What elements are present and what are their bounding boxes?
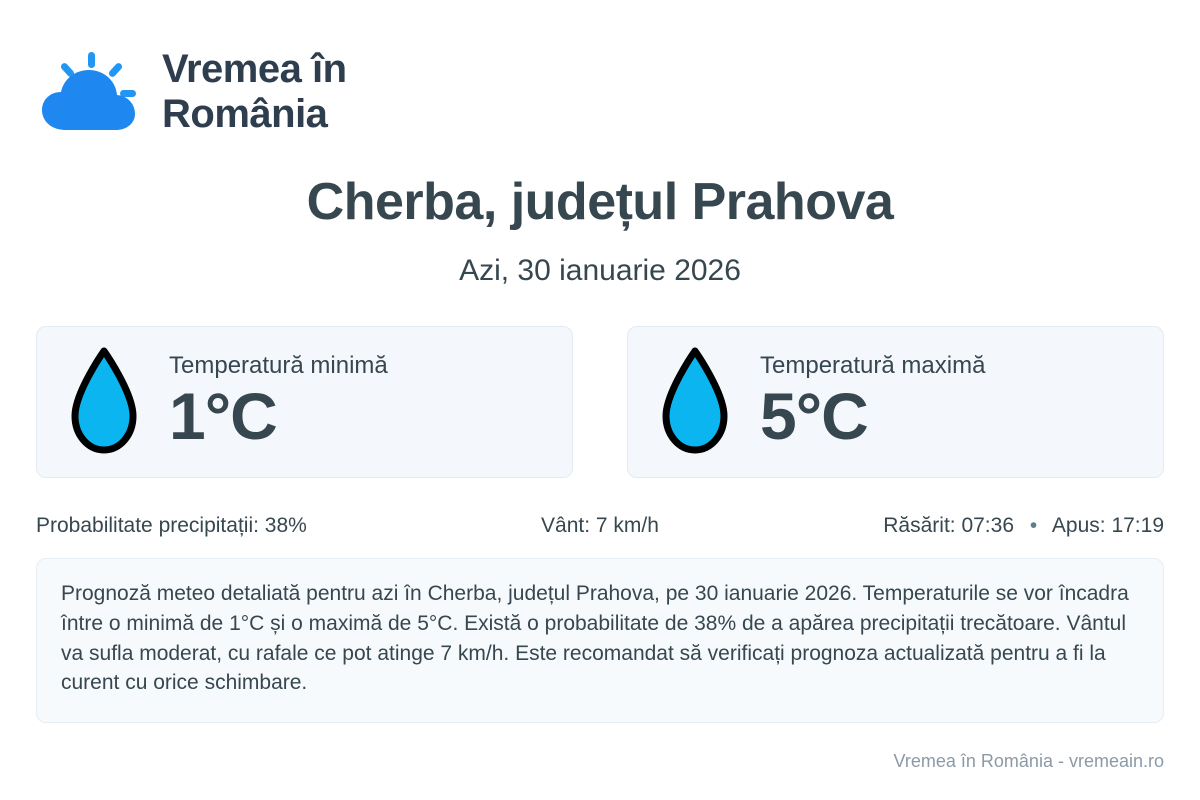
card-label: Temperatură minimă bbox=[169, 352, 388, 380]
card-value: 1°C bbox=[169, 379, 277, 454]
water-drop-icon bbox=[67, 346, 141, 458]
brand-title-line1: Vremea în bbox=[162, 47, 347, 92]
precipitation-stat: Probabilitate precipitații: 38% bbox=[36, 514, 307, 537]
sunset-time: Apus: 17:19 bbox=[1051, 514, 1164, 537]
footer-credit: Vremea în România - vremeain.ro bbox=[893, 751, 1164, 771]
forecast-description: Prognoză meteo detaliată pentru azi în Cherba, județul Prahova, pe 30 ianuarie 2026. Temperaturile se vor încadra între o minimă de 1°C și o maximă de 5°C. Există o probabilitate de 38% de a apărea precipitații trecătoare. Vântul va sufla moderat, cu rafale ce pot atinge 7 km/h. Este recomandat să verificați prognoza actualizată pentru a fi la curent cu orice schimbare. bbox=[36, 558, 1164, 723]
weather-stats bbox=[36, 514, 1164, 538]
forecast-date: Azi, 30 ianuarie 2026 bbox=[459, 254, 741, 287]
sunrise-time: Răsărit: 07:36 bbox=[883, 514, 1015, 537]
page-title: Cherba, județul Prahova bbox=[306, 173, 894, 231]
sun-times-stat bbox=[788, 514, 1164, 538]
card-value: 5°C bbox=[760, 379, 868, 454]
water-drop-icon bbox=[658, 346, 732, 458]
card-label: Temperatură maximă bbox=[760, 352, 986, 380]
card-max-temperature bbox=[627, 326, 1164, 478]
sun-behind-cloud-icon bbox=[36, 46, 144, 138]
brand-header bbox=[36, 0, 1164, 138]
brand-title bbox=[162, 47, 347, 137]
wind-stat: Vânt: 7 km/h bbox=[541, 514, 659, 537]
stat-separator: • bbox=[1029, 514, 1038, 537]
card-min-temperature bbox=[36, 326, 573, 478]
brand-title-line2: România bbox=[162, 92, 328, 136]
temperature-cards bbox=[36, 326, 1164, 478]
